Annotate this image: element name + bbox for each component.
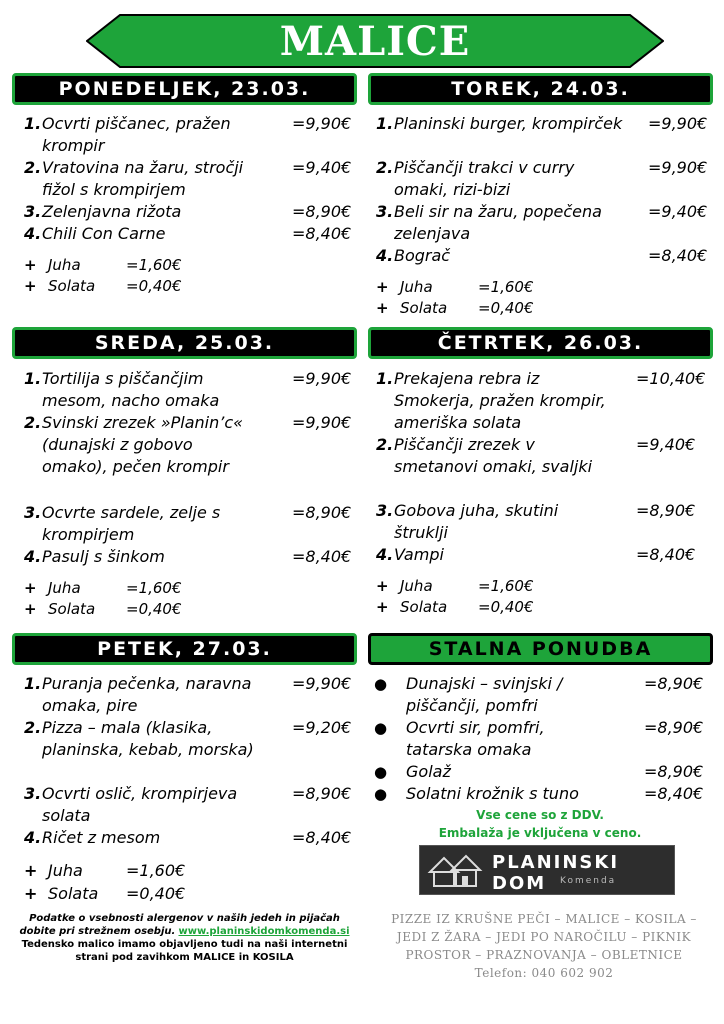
plus-icon: +: [376, 299, 389, 317]
menu-tuesday: [364, 113, 714, 319]
item-name: Ocvrti sir, pomfri, tatarska omaka: [406, 718, 545, 759]
extra-price: =1,60€: [478, 278, 534, 296]
allergen-note: [12, 912, 357, 964]
planinski-dom-logo: [419, 845, 675, 895]
plus-icon: +: [24, 884, 38, 903]
price-notes: [370, 806, 710, 842]
item-name: Chili Con Carne: [42, 224, 166, 243]
menu-item: [364, 783, 714, 805]
day-header-thursday: ČETRTEK, 26.03.: [368, 327, 713, 359]
item-number: 4.: [24, 828, 42, 847]
extra-item: [12, 276, 362, 297]
item-price: =9,20€: [292, 718, 352, 737]
services-info: [375, 910, 713, 982]
item-name: Gobova juha, skutini štruklji: [394, 501, 559, 542]
extra-name: Juha: [400, 278, 433, 296]
menu-friday: [12, 673, 362, 905]
extra-price: =0,40€: [126, 884, 186, 903]
menu-item: [12, 368, 362, 412]
menu-item: [364, 761, 714, 783]
menu-item: [364, 368, 714, 434]
plus-icon: +: [376, 577, 389, 595]
item-name: Tortilija s piščančjim mesom, nacho omaka: [42, 369, 220, 410]
item-price: =9,40€: [636, 435, 696, 454]
menu-wednesday: [12, 368, 362, 620]
weekly-menu-note: Tedensko malico imamo objavljeno tudi na naši internetni strani pod zavihkom MALICE in KOSILA: [21, 939, 348, 963]
item-name: Puranja pečenka, naravna omaka, pire: [42, 674, 252, 715]
menu-item: [12, 717, 362, 783]
extras-list: [364, 576, 714, 618]
bullet-icon: ●: [374, 675, 388, 693]
extra-item: [364, 277, 714, 298]
day-header-tuesday: TOREK, 24.03.: [368, 73, 713, 105]
item-number: 3.: [376, 501, 394, 520]
extras-list: [364, 277, 714, 319]
item-price: =8,40€: [644, 784, 704, 803]
extra-name: Solata: [48, 884, 99, 903]
phone-number: Telefon: 040 602 902: [474, 966, 614, 980]
item-name: Ričet z mesom: [42, 828, 161, 847]
extra-item: [12, 882, 362, 905]
item-number: 1.: [24, 369, 42, 388]
item-name: Ocvrti oslič, krompirjeva solata: [42, 784, 238, 825]
item-price: =9,90€: [292, 674, 352, 693]
extras-list: [12, 578, 362, 620]
item-number: 2.: [24, 158, 42, 177]
item-price: =8,90€: [636, 501, 696, 520]
item-price: =8,90€: [292, 503, 352, 522]
menu-item: [364, 544, 714, 566]
plus-icon: +: [376, 278, 389, 296]
allergen-text: Podatke o vsebnosti alergenov v naših jedeh in pijačah dobite pri strežnem osebju.: [19, 913, 340, 937]
menu-monday: [12, 113, 362, 297]
extra-name: Juha: [48, 861, 83, 880]
menu-item: [12, 783, 362, 827]
services-list: PIZZE IZ KRUŠNE PEČI – MALICE – KOSILA – JEDI Z ŽARA – JEDI PO NAROČILU – PIKNIK PROSTOR – PRAZNOVANJA – OBLETNICE: [391, 912, 697, 962]
item-name: Vratovina na žaru, stročji fižol s krompirjem: [42, 158, 244, 199]
item-name: Ocvrti piščanec, pražen krompir: [42, 114, 231, 155]
bullet-icon: ●: [374, 763, 388, 781]
item-price: =8,40€: [292, 547, 352, 566]
item-number: 2.: [376, 435, 394, 454]
item-name: Pizza – mala (klasika, planinska, kebab, morska): [42, 718, 254, 759]
extra-name: Solata: [48, 600, 96, 618]
item-price: =9,90€: [292, 413, 352, 432]
extra-name: Solata: [400, 598, 448, 616]
item-price: =8,40€: [636, 545, 696, 564]
menu-permanent-offer: [364, 673, 714, 805]
item-price: =8,40€: [292, 224, 352, 243]
day-header-monday: PONEDELJEK, 23.03.: [12, 73, 357, 105]
item-price: =9,40€: [292, 158, 352, 177]
logo-subtitle: Komenda: [560, 876, 617, 886]
item-number: 3.: [24, 503, 42, 522]
menu-item: [364, 245, 714, 267]
extra-name: Juha: [400, 577, 433, 595]
item-number: 3.: [24, 202, 42, 221]
item-price: =9,40€: [648, 202, 708, 221]
plus-icon: +: [376, 598, 389, 616]
item-number: 1.: [24, 114, 42, 133]
menu-item: [12, 673, 362, 717]
item-name: Piščančji zrezek v smetanovi omaki, svaljki: [394, 435, 593, 476]
extra-price: =1,60€: [126, 256, 182, 274]
extra-item: [364, 597, 714, 618]
item-number: 1.: [376, 369, 394, 388]
extra-price: =1,60€: [126, 861, 186, 880]
plus-icon: +: [24, 600, 37, 618]
plus-icon: +: [24, 256, 37, 274]
item-name: Planinski burger, krompirček: [394, 114, 623, 133]
item-price: =8,90€: [292, 784, 352, 803]
item-name: Piščančji trakci v curry omaki, rizi-bizi: [394, 158, 575, 199]
item-name: Pasulj s šinkom: [42, 547, 165, 566]
menu-item: [12, 827, 362, 849]
day-header-friday: PETEK, 27.03.: [12, 633, 357, 665]
item-price: =8,90€: [644, 762, 704, 781]
item-price: =8,40€: [648, 246, 708, 265]
house-icon: [426, 852, 484, 890]
extra-name: Juha: [48, 256, 81, 274]
extra-price: =0,40€: [126, 277, 182, 295]
menu-item: [364, 113, 714, 157]
item-price: =9,90€: [648, 158, 708, 177]
item-price: =9,90€: [292, 114, 352, 133]
bullet-icon: ●: [374, 719, 388, 737]
packaging-note: Embalaža je vključena v ceno.: [438, 826, 642, 840]
extras-list: [12, 859, 362, 905]
extra-item: [12, 599, 362, 620]
item-number: 2.: [376, 158, 394, 177]
menu-item: [364, 157, 714, 201]
extra-item: [364, 576, 714, 597]
item-name: Solatni krožnik s tuno: [406, 784, 579, 803]
menu-item: [12, 201, 362, 223]
extra-price: =1,60€: [126, 579, 182, 597]
plus-icon: +: [24, 861, 38, 880]
extra-item: [12, 859, 362, 882]
item-number: 2.: [24, 718, 42, 737]
menu-item: [364, 201, 714, 245]
menu-item: [364, 500, 714, 544]
menu-item: [12, 502, 362, 546]
menu-thursday: [364, 368, 714, 618]
item-name: Beli sir na žaru, popečena zelenjava: [394, 202, 602, 243]
item-name: Vampi: [394, 545, 444, 564]
extras-list: [12, 255, 362, 297]
item-name: Zelenjavna rižota: [42, 202, 182, 221]
item-name: Golaž: [406, 762, 451, 781]
item-price: =10,40€: [636, 369, 706, 388]
extra-item: [364, 298, 714, 319]
menu-item: [12, 223, 362, 245]
item-number: 1.: [376, 114, 394, 133]
extra-name: Solata: [48, 277, 96, 295]
menu-item: [364, 434, 714, 500]
item-number: 3.: [376, 202, 394, 221]
extra-name: Solata: [400, 299, 448, 317]
item-number: 4.: [24, 547, 42, 566]
extra-name: Juha: [48, 579, 81, 597]
menu-item: [12, 412, 362, 502]
plus-icon: +: [24, 579, 37, 597]
menu-item: [364, 673, 714, 717]
vat-note: Vse cene so z DDV.: [476, 808, 604, 822]
item-name: Svinski zrezek »Planin’c« (dunajski z gobovo omako), pečen krompir: [42, 413, 244, 476]
item-price: =8,90€: [644, 674, 704, 693]
menu-item: [12, 113, 362, 157]
extra-price: =0,40€: [478, 299, 534, 317]
item-name: Ocvrte sardele, zelje s krompirjem: [42, 503, 221, 544]
extra-item: [12, 578, 362, 599]
extra-price: =0,40€: [126, 600, 182, 618]
day-header-wednesday: SREDA, 25.03.: [12, 327, 357, 359]
item-name: Dunajski – svinjski / piščančji, pomfri: [406, 674, 563, 715]
item-name: Bograč: [394, 246, 451, 265]
website-link[interactable]: www.planinskidomkomenda.si: [178, 926, 350, 937]
permanent-offer-header: STALNA PONUDBA: [368, 633, 713, 665]
item-number: 2.: [24, 413, 42, 432]
extra-item: [12, 255, 362, 276]
item-price: =8,90€: [644, 718, 704, 737]
item-price: =9,90€: [648, 114, 708, 133]
menu-item: [12, 157, 362, 201]
item-price: =8,90€: [292, 202, 352, 221]
menu-item: [12, 546, 362, 568]
item-name: Prekajena rebra iz Smokerja, pražen krompir, ameriška solata: [394, 369, 606, 432]
item-number: 1.: [24, 674, 42, 693]
page-title: MALICE: [279, 18, 471, 65]
item-number: 4.: [24, 224, 42, 243]
item-price: =8,40€: [292, 828, 352, 847]
item-number: 4.: [376, 246, 394, 265]
item-number: 3.: [24, 784, 42, 803]
logo-title: PLANINSKI DOM: [492, 852, 620, 894]
menu-item: [364, 717, 714, 761]
extra-price: =0,40€: [478, 598, 534, 616]
title-banner: [86, 14, 664, 68]
item-price: =9,90€: [292, 369, 352, 388]
extra-price: =1,60€: [478, 577, 534, 595]
bullet-icon: ●: [374, 785, 388, 803]
plus-icon: +: [24, 277, 37, 295]
item-number: 4.: [376, 545, 394, 564]
